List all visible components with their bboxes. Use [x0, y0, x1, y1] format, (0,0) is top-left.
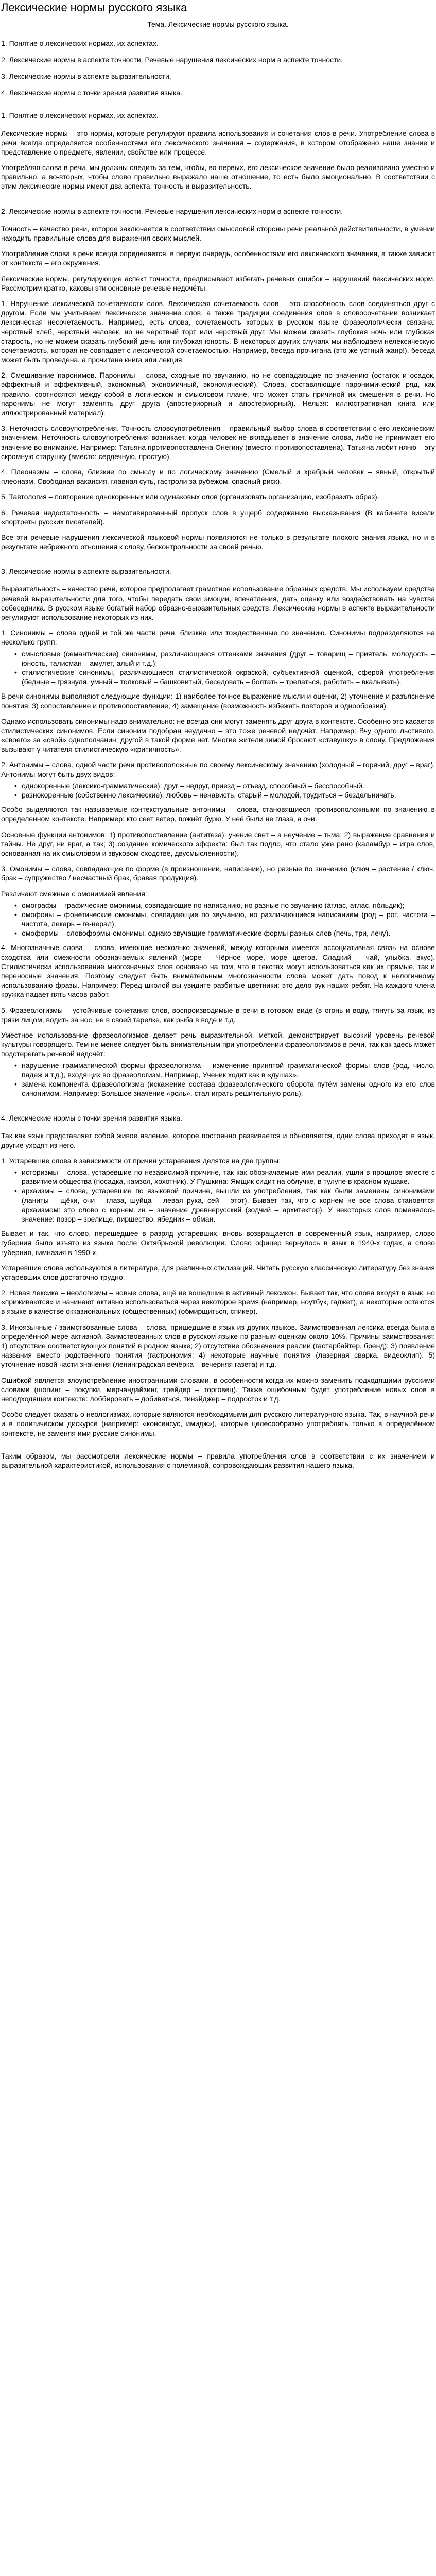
paragraph: Ошибкой является злоупотребление иностранными словами, в особенности когда их можно заменить подходящими русскими словами (шопинг – покупки, мерчандайзинг, трейдер – торговец). Также ошибочным будет употребление новых слов в неподходящем контексте: лоббировать – добиваться, тинэйджер – подросток и т.д. [1, 1376, 435, 1403]
table-of-contents [1, 39, 435, 98]
paragraph: 3. Неточность словоупотребления. Точность словоупотребления – правильный выбор слова в соответствии с его лексическим значением. Неточность словоупотребления возникает, когда человек не вкладывает в значение слова, либо не принимает его значение во внимание. Например: Татьяна противопоставлена Онегину (вместо: противопоставлена). Татьяна любит няню – эту скромную старушку (вместо: сердечную, простую). [1, 424, 435, 461]
paragraph: Лексические нормы – это нормы, которые регулируют правила использования и сочетания слов в речи. Употребление слова в речи всегда определяется особенностями его лексического значения – содержания, в котором отображено наше знание и представление о предмете, явлении, свойстве или процессе. [1, 129, 435, 156]
paragraph: Лексические нормы, регулирующие аспект точности, предписывают избегать речевых ошибок – нарушений лексических норм. Рассмотрим кратко, каковы эти основные речевые недочёты. [1, 274, 435, 292]
paragraph: 1. Синонимы – слова одной и той же части речи, близкие или тождественные по значению. Синонимы подразделяются на несколько групп: [1, 629, 435, 647]
phraseology-errors-list [1, 1061, 435, 1098]
paragraph: Различают смежные с омонимией явления: [1, 889, 147, 898]
list-item: • стилистические синонимы, различающиеся стилистической окраской, субъективной оценкой, сферой употребления (бедные – грязнуля, умный – толковый – башковитый, беседовать – болтать – трепаться, работать – вкалывать). [22, 668, 435, 686]
section-heading: 3. Лексические нормы в аспекте выразительности. [1, 567, 171, 576]
synonym-types-list [1, 649, 435, 687]
toc-item: 1. Понятие о лексических нормах, их аспектах. [1, 39, 159, 47]
page-title: Лексические нормы русского языка [1, 1, 187, 14]
document-page [0, 1, 435, 1470]
list-item: • омоформы – словоформы-омонимы, однако звучащие грамматические формы разных слов (печь, три, лечу). [22, 928, 435, 938]
paragraph: Употребляя слова в речи, мы должны следить за тем, чтобы, во-первых, его лексическое значение было реализовано уместно и правильно, а во-вторых, чтобы слово правильно выражало наше отношение, то есть было эмоционально. В соответствии с этим лексические нормы имеют два аспекта: точность и выразительность. [1, 163, 435, 191]
archaic-words-list [1, 1167, 435, 1224]
list-item: • архаизмы – слова, устаревшие по языковой причине, вышли из употребления, так как были заменены синонимами (ланиты – щёки, очи – глаза, шуйца – левая рука, сей – этот). Бывает так, что с корнем не все слова становятся архаизмом: это слово с корнем ин – значение древнерусский (зодчий – архитектор). У некоторых слов поменялось значение: позор – зрелище, пиршество, ябедник – обман. [22, 1186, 435, 1224]
paragraph: 3. Иноязычные / заимствованные слова – слова, пришедшие в язык из других языков. Заимствованная лексика всегда была в определённой мере активной. Заимствованных слов в русском языке по разным оценкам около 10%. Причины заимствования: 1) отсутствие соответствующих понятий в родном языке; 2) отсутствие обозначения реалии (гастарбайтер, бренд); 3) появление названия вместо родственного понятия (гастрономия; 4) некоторые научные понятия (лазерная сварка, видеоклип). 5) уточнение новой части значения (ленинградская вечёрка – вечерняя газета) и т.д. [1, 1323, 435, 1369]
list-item: • омофоны – фонетические омонимы, совпадающие по звучанию, но различающиеся написанием (род – рот, частота – чистота, лекарь – ге-нерал); [22, 910, 435, 928]
list-item: • разнокоренные (собственно лексические): любовь – ненависть, старый – молодой, трудиться – бездельничать. [22, 790, 435, 800]
paragraph: Уместное использование фразеологизмов делает речь выразительной, меткой, демонстрирует высокий уровень речевой культуры говорящего. Тем не менее следует быть внимательным при употреблении фразеологизмов в речи, так как здесь может подстерегать речевой недочёт: [1, 1030, 435, 1058]
topic-subtitle: Тема. Лексические нормы русского языка. [147, 20, 289, 29]
paragraph: Употребление слова в речи всегда определяется, в первую очередь, особенностями его лексического значения, а также зависит от контекста – его окружения. [1, 249, 435, 267]
paragraph: 6. Речевая недостаточность – немотивированный пропуск слов в ущерб содержанию высказывания (В кабинете висели «портреты русских писателей). [1, 508, 435, 526]
paragraph: Выразительность – качество речи, которое предполагает грамотное использование образных средств. Мы используем средства речевой выразительности для того, чтобы передать свои эмоции, впечатления, дать оценку или воздействовать на чувства собеседника. В русском языке богатый набор образно-выразительных средств. Лексические нормы в аспекте выразительности регулируют использование некоторых из них. [1, 585, 435, 622]
paragraph: 2. Новая лексика – неологизмы – новые слова, ещё не вошедшие в активный лексикон. Бывает так, что слова входят в язык, но «приживаются» и начинают активно использоваться через некоторое время (например, ноутбук, гаджет), а некоторые остаются в языке в качестве окказиональных (общественных) (обмирщиться, спикер). [1, 1289, 435, 1316]
paragraph: Основные функции антонимов: 1) противопоставление (антитеза): учение свет – а неучение – тьма; 2) выражение сравнения и тайны. Не друг, ни враг, а так; 3) создание комического эффекта: был так подло, что стало уже рано (каламбур – игра слов, основанная на их смысловом и звуковом сходстве, двусмысленности). [1, 830, 435, 857]
paragraph: В речи синонимы выполняют следующие функции: 1) наиболее точное выражение мысли и оценки, 2) уточнение и разъяснение понятия, 3) сопоставление и противопоставление, 4) замещение (возможность избежать повторов и однообразия). [1, 692, 435, 710]
paragraph: Точность – качество речи, которое заключается в соответствии смысловой стороны речи реальной действительности, в умении находить правильные слова для выражения своих мыслей. [1, 224, 435, 243]
list-item: • историзмы – слова, устаревшие по независимой причине, так как обозначаемые ими реалии, ушли в прошлое вместе с развитием общества (посадка, камзол, хохотник). У Пушкина: Ямщик сидит на облучке, в тулупе в красном кушаке. [22, 1167, 435, 1186]
paragraph: 2. Антонимы – слова, одной части речи противоположные по своему лексическому значению (холодный – горячий, друг – враг). Антонимы могут быть двух видов: [1, 760, 435, 778]
paragraph: Однако использовать синонимы надо внимательно: не всегда они могут заменять друг друга в контексте. Особенно это касается стилистических синонимов. Если синоним подобран неудачно – это тоже речевой недочёт. Например: Вчу одного льстивого, «своего» за «свой» однополчанин, другой в такой форме нет. Многие жители зимой бросают «ставушку» в слону. Предложения вызывают у читателя стилистическую «критичность». [1, 717, 435, 754]
paragraph: Таким образом, мы рассмотрели лексические нормы – правила употребления слов в соответствии с их значением и выразительной характеристикой, использования с полемикой, сопровождающих развития нашего языка. [1, 1451, 435, 1469]
paragraph: 5. Фразеологизмы – устойчивые сочетания слов, воспроизводимые в речи в готовом виде (в огонь и воду, тянуть за язык, из грязи лицом, водить за нос, не в своей тарелке, как рыба в воде и т.д. [1, 1006, 435, 1024]
paragraph: Устаревшие слова используются в литературе, для различных стилизаций. Читать русскую классическую литературу без знания устаревших слов достаточно трудно. [1, 1263, 435, 1281]
section-heading: 2. Лексические нормы в аспекте точности. Речевые нарушения лексических норм в аспекте точности. [1, 207, 343, 215]
paragraph: Все эти речевые нарушения лексической языковой нормы появляются не только в результате плохого знания языка, но и в результате небрежного отношения к слову, бесконтрольности за своей речью. [1, 533, 435, 551]
section-heading: 1. Понятие о лексических нормах, их аспектах. [1, 111, 159, 120]
paragraph: 3. Омонимы – слова, совпадающие по форме (в произношении, написании), но разные по значению (ключ – растение / ключ, брак – супружество / несчастный брак, бравая продукция). [1, 865, 435, 883]
paragraph: 5. Тавтология – повторение однокоренных или одинаковых слов (организовать организацию, изобразить образ). [1, 493, 379, 501]
paragraph: 1. Устаревшие слова в зависимости от причин устаревания делятся на две группы: [1, 1156, 281, 1165]
toc-item: 3. Лексические нормы в аспекте выразительности. [1, 72, 171, 80]
list-item: • омографы – графические омонимы, совпадающие по написанию, но разные по звучанию (а́тлас, атла́с, по́льдик); [22, 901, 435, 910]
paragraph: Особо выделяются так называемые контекстуальные антонимы – слова, становящиеся противоположными по значению в определенном контексте. Например: кто сеет ветер, пожнёт бурю. У неё были не глаза, а очи. [1, 805, 435, 823]
paragraph: 4. Плеоназмы – слова, близкие по смыслу и по логическому значению (Смелый и храбрый человек – явный, открытый плеоназм. Свободная вакансия, главная суть, гастроли за рубежом, опасный риск). [1, 467, 435, 486]
list-item: • нарушение грамматической формы фразеологизма – изменение принятой грамматической формы слов (род, число, падеж и т.д.), входящих во фразеологизм. Например, Ученик ходит как в «душах». [22, 1061, 435, 1079]
homonymy-list [1, 901, 435, 938]
section-heading: 4. Лексические нормы с точки зрения развития языка. [1, 1114, 182, 1123]
paragraph: Бывает и так, что слово, перешедшее в разряд устаревших, вновь возвращается в современный язык, например, слово губерния было изъято из языка после Октябрьской революции. Слово офицер вернулось в язык в 1940-х годах, а слово губерния, гимназия в 1990-х. [1, 1229, 435, 1257]
antonym-types-list [1, 781, 435, 800]
paragraph: 4. Многозначные слова – слова, имеющие несколько значений, между которыми имеется ассоциативная связь на основе сходства или смежности обозначаемых явлений (море – Чёрное море, море цветов. Сладкий – чай, улыбка, вкус). Стилистически использование многозначных слов основано на том, что в текстах могут использоваться как их прямые, так и переносные значения. Поэтому следует быть внимательным многозначности слова может дать повод к нелогичному использованию фразы. Например: Перед школой вы увидите разбитые цветники: это дело рук наших ребят. На каждого члена кружка падает пять часов работ. [1, 943, 435, 999]
paragraph: 1. Нарушение лексической сочетаемости слов. Лексическая сочетаемость слов – это способность слов соединяться друг с другом. Если мы учитываем лексическое значение слов, а также традиции соединения слов в словосочетании возникает лексическая несочетаемость. Например, есть слова, сочетаемость которых в русском языке фразеологически связана: черствый хлеб, черствый человек, но не черствый торт или черствый друг. Мы можем сказать глубокая ночь или глубокая старость, но не можем сказать глубокий день или глубокая юность. В некоторых других случаях мы наблюдаем нелексическую сочетаемость, которая не совпадает с лексической сочетаемостью. Например, беседа прочитана (это же устный жанр!), беседа может быть проведена, а прочитана книга или лекция. [1, 299, 435, 364]
toc-item: 4. Лексические нормы с точки зрения развития языка. [1, 89, 182, 97]
list-item: • смысловые (семантические) синонимы, различающиеся оттенками значения (друг – товарищ – приятель, молодость – юность, талисман – амулет, алый и т.д.); [22, 649, 435, 668]
list-item: • однокоренные (лексико-грамматические): друг – недруг, приезд – отъезд, способный – бесспособный. [22, 781, 435, 790]
paragraph: Так как язык представляет собой живое явление, которое постоянно развивается и обновляется, одни слова приходят в язык, другие уходят из него. [1, 1131, 435, 1149]
paragraph: 2. Смешивание паронимов. Паронимы – слова, сходные по звучанию, но не совпадающие по значению (остаток и осадок, эффектный и эффективный, экономный, экономичный, экономический). Слова, составляющие паронимический ряд, как правило, соотносятся между собой в логическом и смысловом плане, что может стать причиной их смешения в речи. Но паронимы не могут заменять друг друга (апостериорный и апостериорный). Нельзя: иллюстративная книга или иллюстрированный материал). [1, 371, 435, 417]
list-item: • замена компонента фразеологизма (искажение состава фразеологического оборота путём замены одного из его слов синонимом. Например: Большое значение «роль». стал играть решительную роль). [22, 1079, 435, 1098]
toc-item: 2. Лексические нормы в аспекте точности. Речевые нарушения лексических норм в аспекте точности. [1, 55, 343, 64]
paragraph: Особо следует сказать о неологизмах, которые являются необходимыми для русского литературного языка. Так, в научной речи и в политическом дискурсе (например: «консенсус, имидж»), которые целесообразно употреблять только в определённом контексте, не заменяя ими русские синонимы. [1, 1410, 435, 1437]
